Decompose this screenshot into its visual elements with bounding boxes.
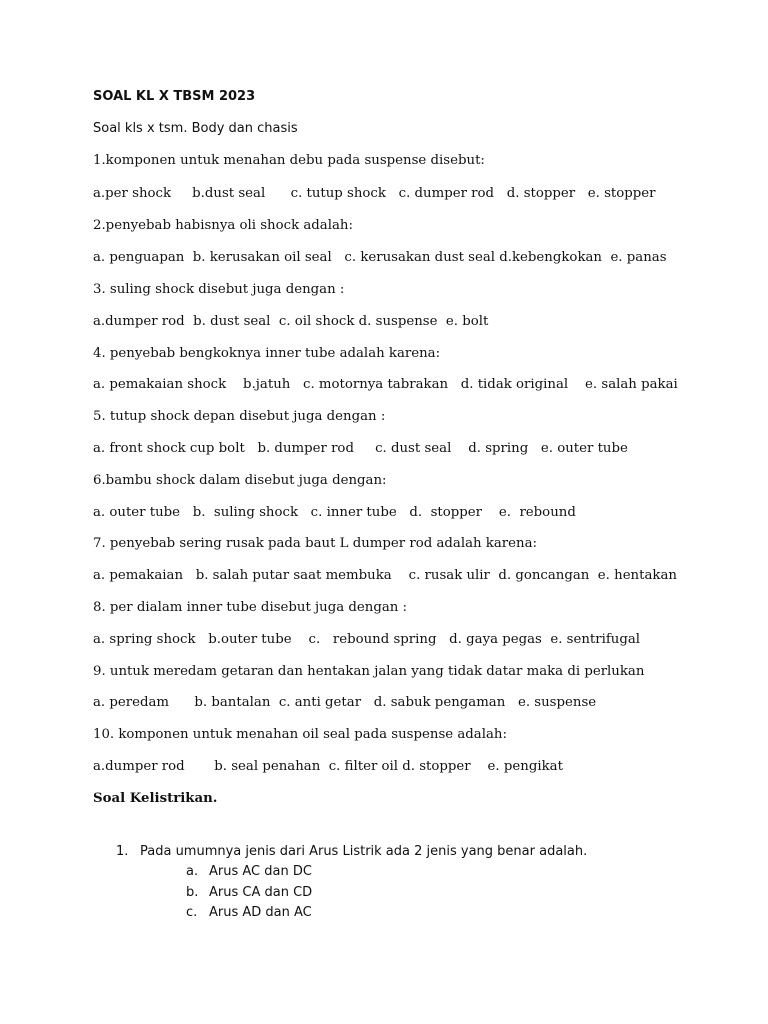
question-9: 9. untuk meredam getaran dan hentakan jalan yang tidak datar maka di perlukan [93,664,645,679]
option-text: Arus CA dan CD [209,885,313,900]
options-6: a. outer tube b. suling shock c. inner tube d. stopper e. rebound [93,505,576,520]
option-text: Arus AD dan AC [209,905,312,920]
question-text: Pada umumnya jenis dari Arus Listrik ada 2 jenis yang benar adalah. [140,844,588,859]
options-8: a. spring shock b.outer tube c. rebound spring d. gaya pegas e. sentrifugal [93,632,641,647]
options-7: a. pemakaian b. salah putar saat membuka c. rusak ulir d. goncangan e. hentakan [93,568,677,583]
question-6: 6.bambu shock dalam disebut juga dengan: [93,473,387,488]
question-4: 4. penyebab bengkoknya inner tube adalah karena: [93,346,441,361]
list-number: 1. [116,844,129,859]
option-letter: b. [186,885,199,900]
question-8: 8. per dialam inner tube disebut juga dengan : [93,600,408,615]
options-5: a. front shock cup bolt b. dumper rod c. dust seal d. spring e. outer tube [93,441,628,456]
option-text: Arus AC dan DC [209,864,312,879]
kelistrikan-heading: Soal Kelistrikan. [93,791,218,806]
option-letter: a. [186,864,199,879]
options-3: a.dumper rod b. dust seal c. oil shock d. suspense e. bolt [93,314,489,329]
question-7: 7. penyebab sering rusak pada baut L dumper rod adalah karena: [93,536,537,551]
options-2: a. penguapan b. kerusakan oil seal c. kerusakan dust seal d.kebengkokan e. panas [93,250,667,265]
options-9: a. peredam b. bantalan c. anti getar d. sabuk pengaman e. suspense [93,695,597,710]
question-10: 10. komponen untuk menahan oil seal pada suspense adalah: [93,727,507,742]
options-4: a. pemakaian shock b.jatuh c. motornya tabrakan d. tidak original e. salah pakai [93,377,678,392]
document-title: SOAL KL X TBSM 2023 [93,89,256,104]
question-2: 2.penyebab habisnya oli shock adalah: [93,218,353,233]
question-3: 3. suling shock disebut juga dengan : [93,282,345,297]
options-10: a.dumper rod b. seal penahan c. filter oil d. stopper e. pengikat [93,759,563,774]
question-1: 1.komponen untuk menahan debu pada suspense disebut: [93,153,485,168]
option-letter: c. [186,905,198,920]
question-5: 5. tutup shock depan disebut juga dengan : [93,409,386,424]
options-1: a.per shock b.dust seal c. tutup shock c. dumper rod d. stopper e. stopper [93,186,656,201]
document-subtitle: Soal kls x tsm. Body dan chasis [93,121,298,136]
